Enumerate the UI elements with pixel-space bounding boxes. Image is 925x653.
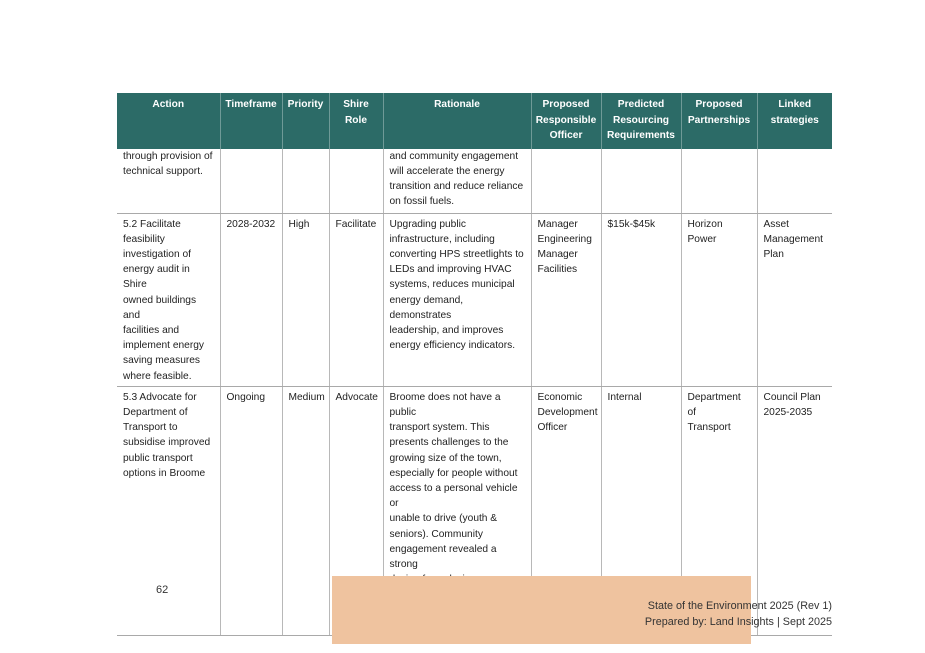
cell-rationale: Broome does not have a public transport system. This presents challenges to the growing size of the town, especially for people without access to a personal vehicle or unable to drive (youth & seniors). Community engagement revealed a strong xyxy=(383,386,531,635)
cell-strategies: Asset Management Plan xyxy=(757,213,832,386)
cell-strategies: Council Plan 2025-2035 xyxy=(757,386,832,635)
cell-priority xyxy=(282,149,329,214)
cell-partnerships: Horizon Power xyxy=(681,213,757,386)
footer-text xyxy=(645,598,832,630)
cell-officer xyxy=(531,149,601,214)
action-table xyxy=(117,93,832,636)
cell-action: 5.3 Advocate for Department of Transport to subsidise improved public transport options in Broome xyxy=(117,386,220,635)
cell-role: Facilitate xyxy=(329,213,383,386)
cell-rationale: Upgrading public infrastructure, including converting HPS streetlights to LEDs and improving HVAC systems, reduces municipal energy demand, demonstrates leadership, and improves energy efficiency indicators. xyxy=(383,213,531,386)
header-priority: Priority xyxy=(282,93,329,149)
header-linked-strategies: Linked strategies xyxy=(757,93,832,149)
page-number: 62 xyxy=(156,584,169,596)
cell-partnerships xyxy=(681,149,757,214)
cell-resourcing: $15k-$45k xyxy=(601,213,681,386)
cell-priority: High xyxy=(282,213,329,386)
header-action: Action xyxy=(117,93,220,149)
header-shire-role: Shire Role xyxy=(329,93,383,149)
table-row xyxy=(117,213,832,386)
table-row xyxy=(117,149,832,214)
cell-priority: Medium xyxy=(282,386,329,635)
cell-role: Advocate xyxy=(329,386,383,635)
cell-officer: Economic Development Officer xyxy=(531,386,601,635)
cell-timeframe: Ongoing xyxy=(220,386,282,635)
header-rationale: Rationale xyxy=(383,93,531,149)
cell-strategies xyxy=(757,149,832,214)
cell-timeframe xyxy=(220,149,282,214)
cell-officer: Manager Engineering Manager Facilities xyxy=(531,213,601,386)
header-partnerships: Proposed Partnerships xyxy=(681,93,757,149)
table-header xyxy=(117,93,832,149)
header-timeframe: Timeframe xyxy=(220,93,282,149)
prepared-by: Prepared by: Land Insights | Sept 2025 xyxy=(644,616,832,628)
cell-timeframe: 2028-2032 xyxy=(220,213,282,386)
cell-action: 5.2 Facilitate feasibility investigation of energy audit in Shire owned buildings and facilities and implement energy saving measures where feasible. xyxy=(117,213,220,386)
cell-resourcing: Internal xyxy=(601,386,681,635)
cell-action: through provision of technical support. xyxy=(117,149,220,214)
header-resourcing: Predicted Resourcing Requirements xyxy=(601,93,681,149)
cell-role xyxy=(329,149,383,214)
cell-partnerships: Department of Transport xyxy=(681,386,757,635)
cell-resourcing xyxy=(601,149,681,214)
cell-rationale: and community engagement will accelerate the energy transition and reduce reliance on fossil fuels. xyxy=(383,149,531,214)
header-responsible-officer: Proposed Responsible Officer xyxy=(531,93,601,149)
document-title: State of the Environment 2025 (Rev 1) xyxy=(647,600,832,612)
